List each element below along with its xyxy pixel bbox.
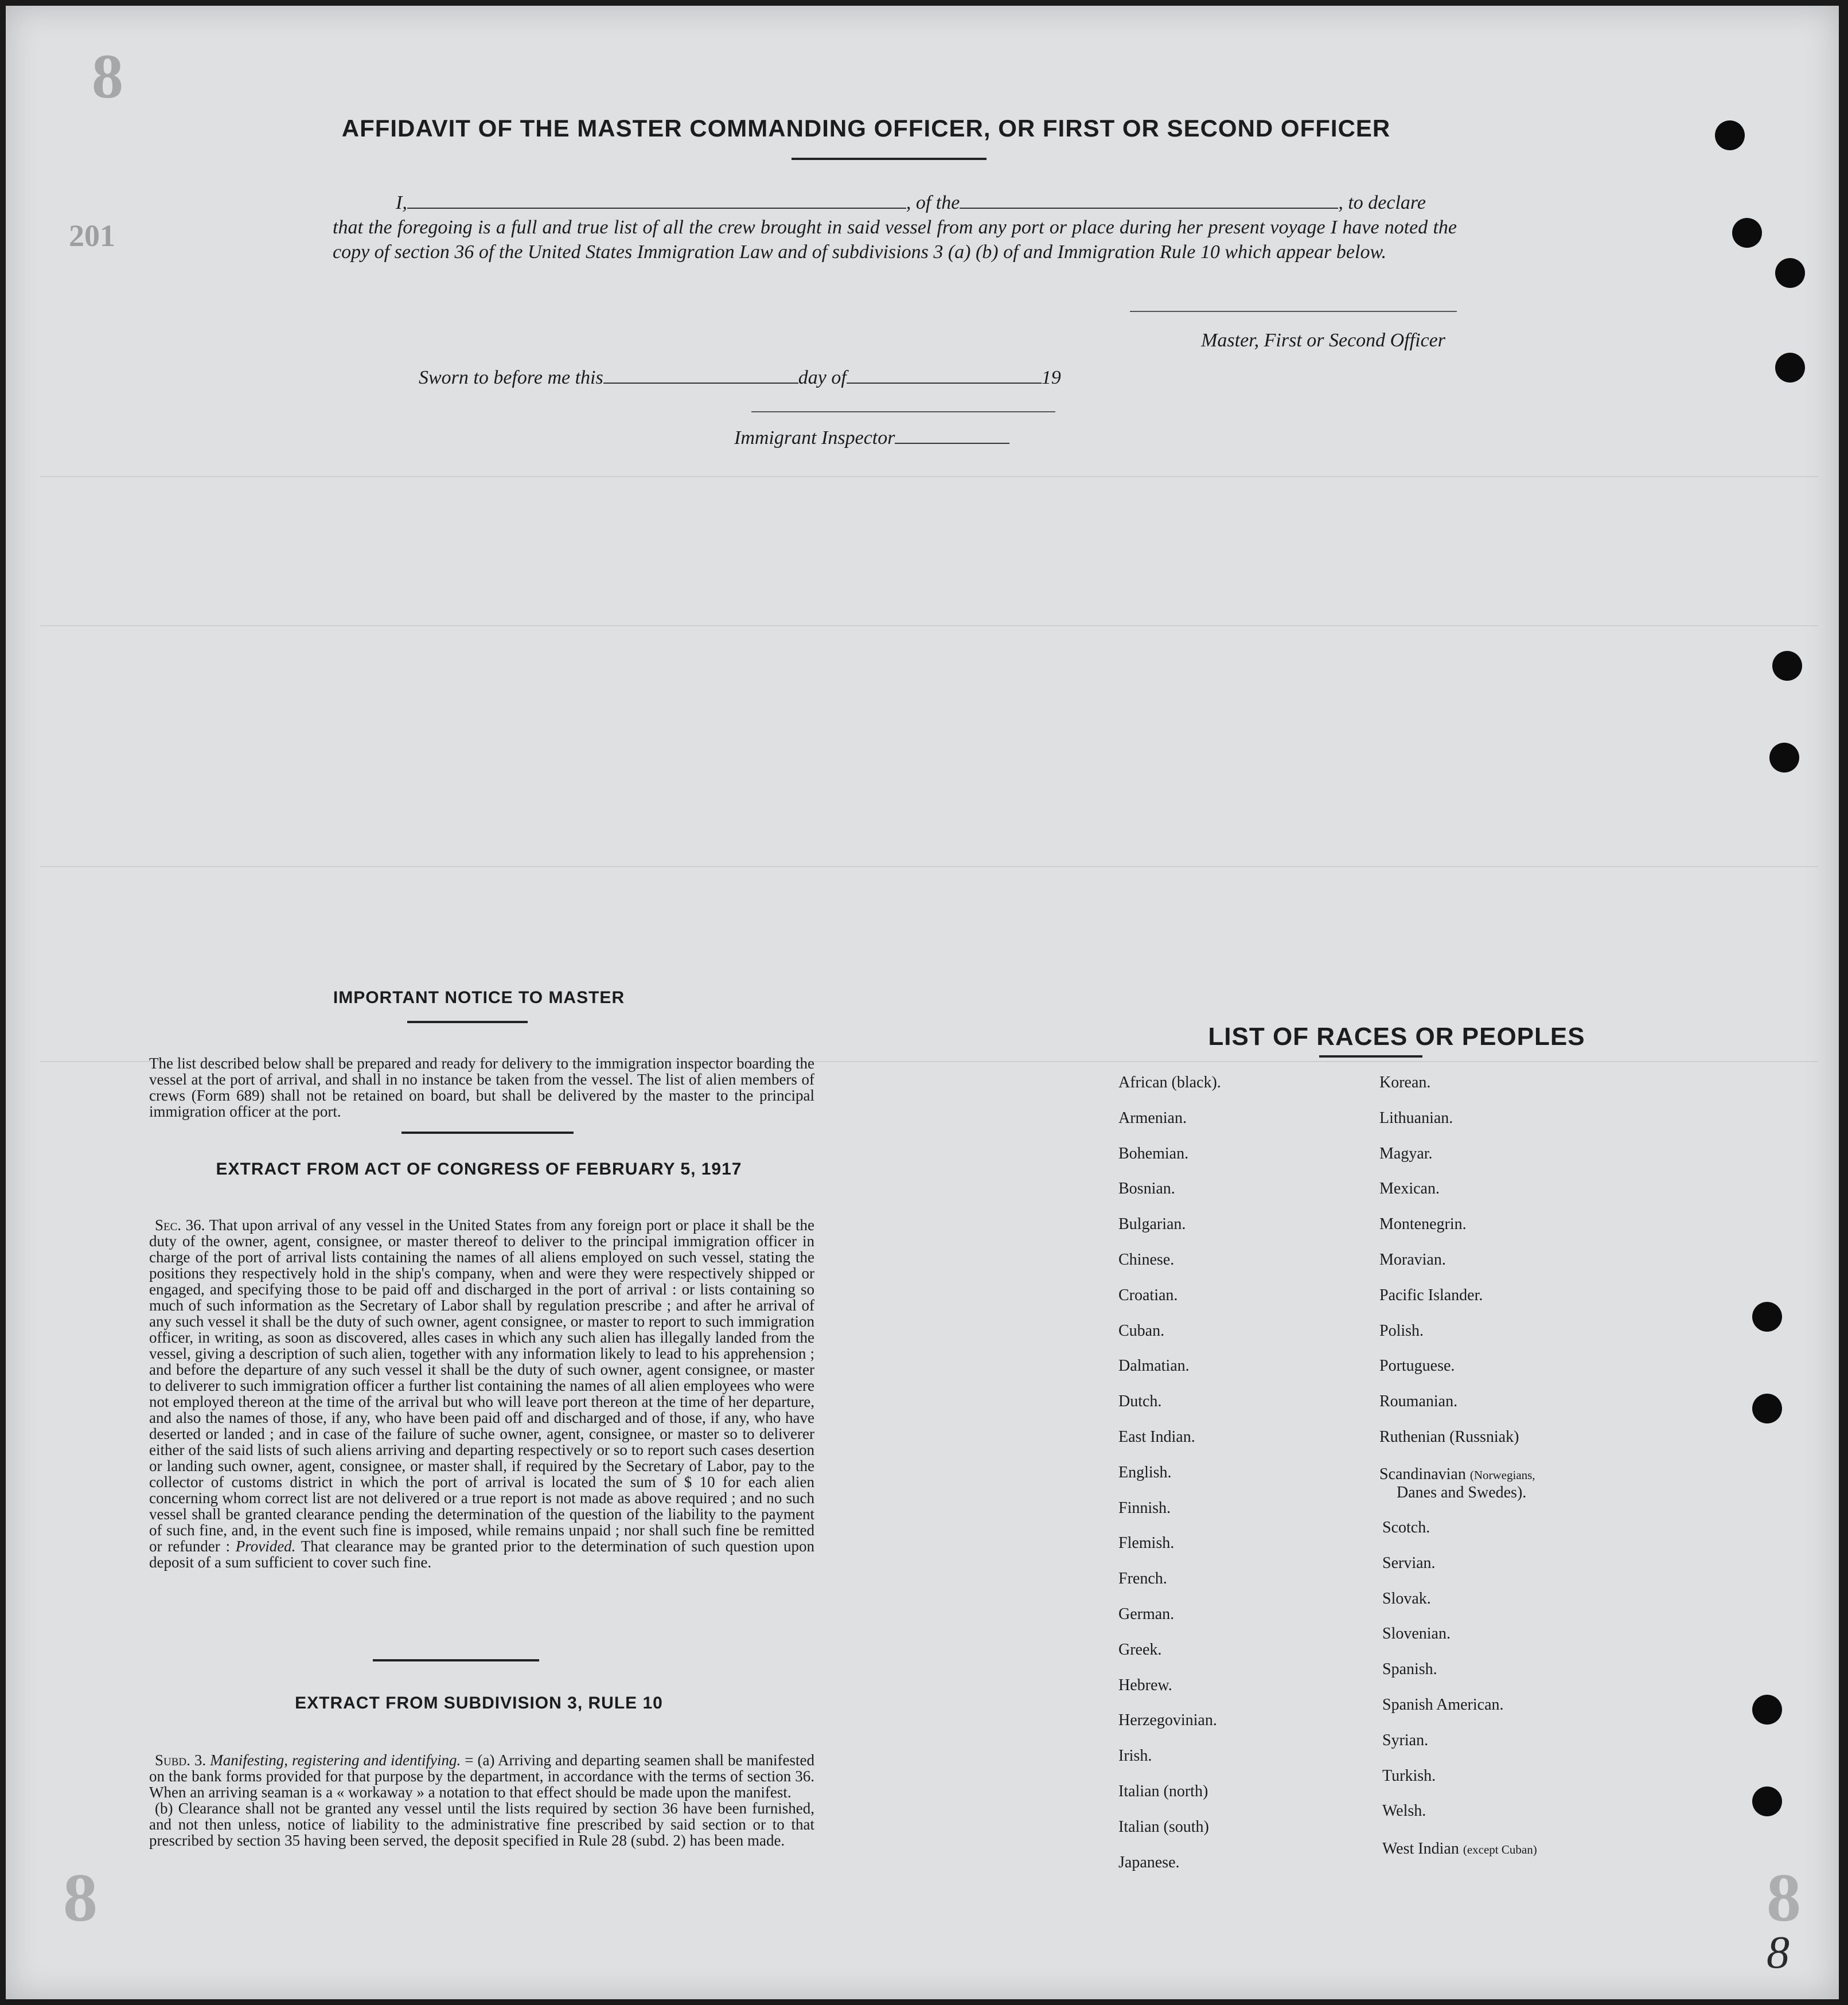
race-item: Magyar. bbox=[1379, 1144, 1433, 1163]
race-item: Moravian. bbox=[1379, 1251, 1446, 1269]
subd-label: Subd. 3. bbox=[155, 1752, 206, 1769]
officer-signature-line[interactable] bbox=[1130, 311, 1457, 312]
punch-hole-icon bbox=[1769, 743, 1799, 773]
year-prefix: 19 bbox=[1041, 367, 1061, 388]
affidavit-text: that the foregoing is a full and true list of all the crew brought in said vessel from any port or place during her present voyage I have noted the copy of section 36 of the United States Immigration Law and of subdivisions 3 (a) (b) of and Immigration Rule 10 which appear below. bbox=[333, 217, 1457, 263]
punch-hole-icon bbox=[1752, 1302, 1782, 1332]
race-item: Portuguese. bbox=[1379, 1357, 1455, 1375]
race-item: Spanish. bbox=[1382, 1660, 1437, 1679]
race-item: Dalmatian. bbox=[1118, 1357, 1190, 1375]
race-item: Italian (north) bbox=[1118, 1782, 1208, 1800]
race-item: Armenian. bbox=[1118, 1109, 1187, 1127]
race-item: Cuban. bbox=[1118, 1321, 1165, 1340]
race-item: Ruthenian (Russniak) bbox=[1379, 1428, 1519, 1446]
day-of-label: day of bbox=[798, 367, 847, 388]
punch-hole-icon bbox=[1752, 1786, 1782, 1816]
bleed-through-line bbox=[40, 625, 1818, 626]
notice-rule bbox=[407, 1021, 528, 1023]
race-item: African (black). bbox=[1118, 1074, 1221, 1091]
act-text: That upon arrival of any vessel in the United States from any foreign port or place it shall be the duty of the owner, agent, consignee, or master thereof to deliver to the principal immigration officer in charge of the port of arrival lists containing the names of all aliens employed on such vessel, stating the positions they respectively hold in the ship's company, when and were they were respectively shipped or engaged, and specifying those to be paid off and discharged in the port of arrival : or lists containing so much of such information as the Secretary of Labor shall by regulation prescribe ; and after he arrival of any such vessel it shall be the duty of such owner, agent consignee, or master to report to such immigration officer, in writing, as soon as discovered, alles cases in which any such alien has illegally landed from the vessel, giving a description of such alien, together with any information likely to lead to his apprehension ; and before the departure of any such vessel it shall be the duty of such owner, agent consignee, or master to deliverer to such immigration officer a further list containing the names of all alien employees who were not employed thereon at the time of the arrival but who will leave port thereon at the time of her departure, and also the names of those, if any, who have been paid off and discharged and of those, if any, who have deserted or landed ; and in case of the failure of suche owner, agent, consignee, or master so to deliverer either of the said lists of such aliens arriving and departing respectively or so to report such cases desertion or landing such owner, agent, consignee, or master shall, if required by the Secretary of Labor, pay to the collector of customs district in which the port of arrival is located the sum of $ 10 for each alien concerning whom correct list are not delivered or a true report is not made as above required ; and no such vessel shall be granted clearance pending the determination of the question of the liability to the payment of such fine, and, in the event such fine is imposed, while remains unpaid ; nor shall such fine be remitted or refunder : bbox=[149, 1216, 814, 1555]
bleed-through-line bbox=[40, 866, 1818, 867]
sworn-text: Sworn to before me this bbox=[419, 367, 603, 388]
race-item: Roumanian. bbox=[1379, 1392, 1458, 1411]
inspector-label-text: Immigrant Inspector bbox=[734, 427, 895, 448]
race-item: German. bbox=[1118, 1605, 1175, 1623]
scandinavian-line2: Danes and Swedes). bbox=[1397, 1484, 1527, 1501]
punch-hole-icon bbox=[1772, 651, 1802, 681]
rule-para-b bbox=[149, 1800, 814, 1848]
scandinavian-label: Scandinavian bbox=[1379, 1465, 1466, 1483]
race-item-scandinavian bbox=[1379, 1465, 1535, 1502]
race-item: Turkish. bbox=[1382, 1766, 1436, 1785]
month-blank[interactable] bbox=[847, 383, 1042, 384]
race-item: Scotch. bbox=[1382, 1519, 1430, 1536]
race-item: Lithuanian. bbox=[1379, 1109, 1453, 1127]
race-item-west-indian bbox=[1382, 1840, 1537, 1858]
race-item: Spanish American. bbox=[1382, 1696, 1504, 1714]
rule-para-a bbox=[149, 1752, 814, 1800]
rule-section bbox=[149, 1752, 814, 1848]
page-number-bottom-left: 8 bbox=[63, 1859, 98, 1936]
west-indian-label: West Indian bbox=[1382, 1840, 1459, 1858]
page-number-bottom-right: 8 bbox=[1767, 1859, 1801, 1936]
side-number: 201 bbox=[69, 219, 115, 253]
act-section bbox=[149, 1217, 814, 1570]
officer-label: Master, First or Second Officer bbox=[1201, 330, 1445, 351]
affidavit-body bbox=[333, 190, 1457, 264]
race-item: Korean. bbox=[1379, 1074, 1431, 1091]
punch-hole-icon bbox=[1775, 353, 1805, 383]
race-item: Hebrew. bbox=[1118, 1676, 1172, 1694]
race-item: Croatian. bbox=[1118, 1286, 1178, 1304]
title-rule bbox=[792, 158, 987, 160]
punch-hole-icon bbox=[1732, 218, 1762, 248]
races-title-rule bbox=[1319, 1055, 1422, 1058]
race-item: Japanese. bbox=[1118, 1853, 1180, 1871]
race-item: Dutch. bbox=[1118, 1392, 1162, 1411]
race-item: Chinese. bbox=[1118, 1251, 1175, 1269]
notice-heading: IMPORTANT NOTICE TO MASTER bbox=[333, 988, 625, 1007]
act-divider bbox=[373, 1659, 539, 1661]
notice-divider bbox=[401, 1132, 574, 1134]
race-item: Slovak. bbox=[1382, 1589, 1431, 1608]
race-item: Mexican. bbox=[1379, 1180, 1440, 1198]
race-item: Welsh. bbox=[1382, 1802, 1426, 1820]
affidavit-first-line bbox=[333, 190, 1457, 215]
race-item: Italian (south) bbox=[1118, 1817, 1209, 1836]
race-item: Bohemian. bbox=[1118, 1144, 1189, 1163]
race-item: Montenegrin. bbox=[1379, 1215, 1467, 1234]
inspector-blank[interactable] bbox=[895, 443, 1009, 444]
i-label: I, bbox=[396, 192, 407, 213]
punch-hole-icon bbox=[1775, 258, 1805, 288]
punch-hole-icon bbox=[1752, 1695, 1782, 1725]
race-item: Pacific Islander. bbox=[1379, 1286, 1483, 1304]
sec-label: Sec. 36. bbox=[155, 1216, 205, 1234]
sworn-line bbox=[419, 367, 1061, 389]
affidavit-title: AFFIDAVIT OF THE MASTER COMMANDING OFFICER, OR FIRST OR SECOND OFFICER bbox=[341, 115, 1391, 142]
race-item: Finnish. bbox=[1118, 1499, 1171, 1517]
of-the-label: , of the bbox=[906, 192, 960, 213]
race-item: Servian. bbox=[1382, 1554, 1436, 1572]
document-page bbox=[6, 6, 1839, 1999]
rule-text-b: (b) Clearance shall not be granted any vessel until the lists required by section 36 have been furnished, and not then unless, notice of liability to the administrative fine prescribed by said section or to that prescribed by section 35 having been served, the deposit specified in Rule 28 (subd. 2) has been made. bbox=[149, 1800, 814, 1849]
provided-text: That clearance may be granted prior to the determination of such question upon deposit of a sum sufficient to cover such fine. bbox=[149, 1538, 815, 1571]
rule-text-a: = (a) Arriving and departing seamen shall be manifested on the bank forms provided for that purpose by the department, in accordance with the terms of section 36. When an arriving seaman is a « workaway » a notation to that effect should be made upon the manifest. bbox=[149, 1752, 815, 1801]
subd-title: Manifesting, registering and identifying. bbox=[210, 1752, 461, 1769]
inspector-label bbox=[734, 427, 1009, 449]
act-heading: EXTRACT FROM ACT OF CONGRESS OF FEBRUARY 5, 1917 bbox=[216, 1160, 742, 1179]
race-item: Greek. bbox=[1118, 1640, 1162, 1659]
race-item: Slovenian. bbox=[1382, 1625, 1451, 1643]
provided-label: Provided. bbox=[235, 1538, 296, 1555]
race-item: French. bbox=[1118, 1570, 1167, 1588]
name-blank[interactable] bbox=[407, 208, 906, 209]
inspector-signature-line[interactable] bbox=[751, 411, 1055, 412]
bleed-through-line bbox=[40, 476, 1818, 477]
page-number-top: 8 bbox=[92, 41, 123, 111]
race-item: Syrian. bbox=[1382, 1731, 1429, 1749]
vessel-blank[interactable] bbox=[960, 208, 1338, 209]
race-item: Polish. bbox=[1379, 1321, 1424, 1340]
rule-heading: EXTRACT FROM SUBDIVISION 3, RULE 10 bbox=[295, 1694, 663, 1713]
notice-text: The list described below shall be prepared and ready for delivery to the immigration inspector boarding the vessel at the port of arrival, and shall in no instance be taken from the vessel. The list of alien members of crews (Form 689) shall not be retained on board, but shall be delivered by the master to the principal immigration officer at the port. bbox=[149, 1055, 814, 1120]
race-item: Herzegovinian. bbox=[1118, 1711, 1217, 1730]
to-declare-label: , to declare bbox=[1338, 192, 1426, 213]
west-indian-note: (except Cuban) bbox=[1463, 1843, 1537, 1856]
day-blank[interactable] bbox=[603, 383, 798, 384]
scandinavian-note: (Norwegians, bbox=[1469, 1468, 1535, 1482]
race-item: Irish. bbox=[1118, 1747, 1152, 1765]
race-item: Flemish. bbox=[1118, 1534, 1175, 1552]
race-item: Bulgarian. bbox=[1118, 1215, 1186, 1234]
race-item: East Indian. bbox=[1118, 1428, 1195, 1446]
race-item: Bosnian. bbox=[1118, 1180, 1175, 1198]
punch-hole-icon bbox=[1752, 1394, 1782, 1423]
races-title: LIST OF RACES OR PEOPLES bbox=[1208, 1023, 1585, 1051]
race-item: English. bbox=[1118, 1463, 1172, 1481]
handwritten-mark: 8 bbox=[1767, 1928, 1789, 1978]
